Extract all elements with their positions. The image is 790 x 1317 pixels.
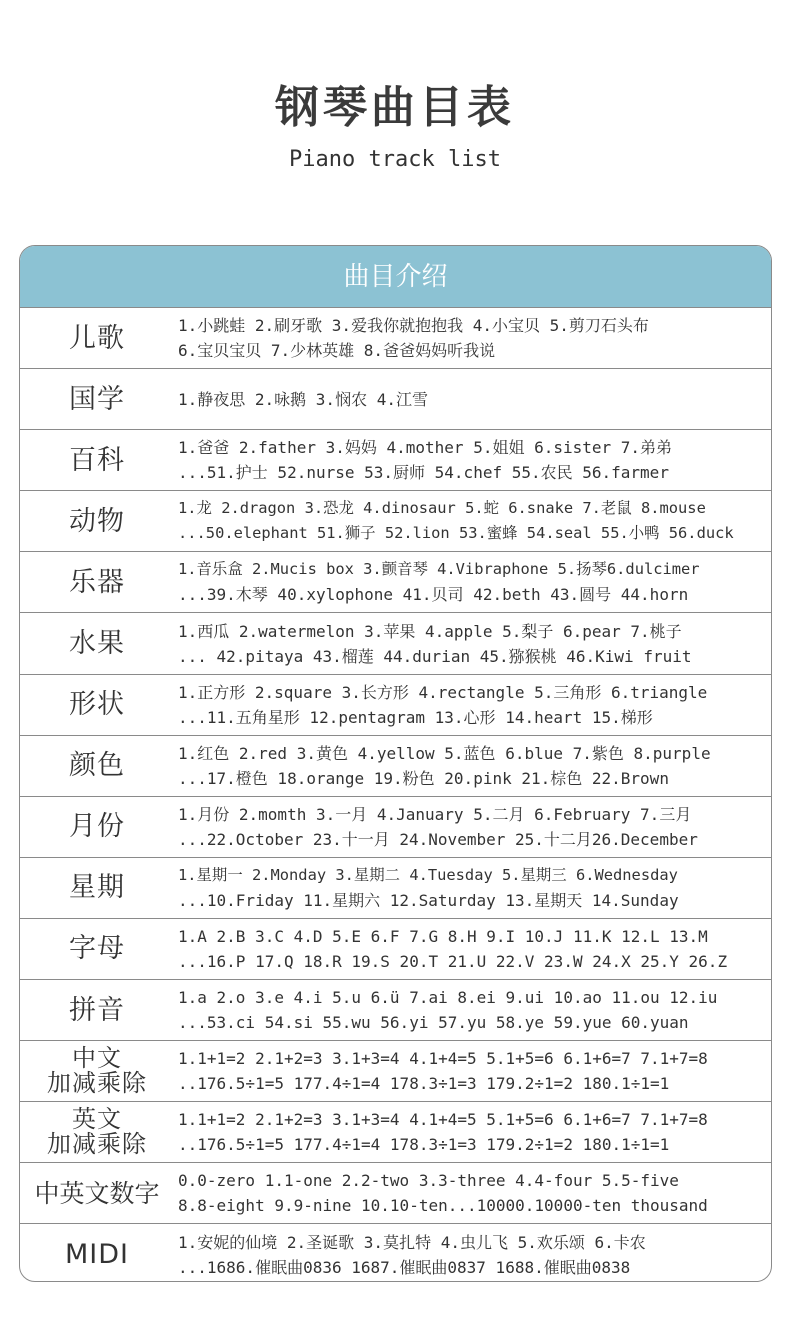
category-label: 动物	[69, 505, 125, 537]
track-items	[174, 797, 771, 857]
table-row-chinese-arithmetic	[20, 1041, 771, 1102]
track-line: ...1686.催眠曲0836 1687.催眠曲0837 1688.催眠曲0838	[178, 1257, 631, 1277]
track-items	[174, 552, 771, 612]
track-items	[174, 736, 771, 796]
table-row-weekdays	[20, 858, 771, 919]
category-label-line: 中文	[72, 1044, 122, 1073]
category-label: 水果	[69, 628, 125, 660]
table-row-animals	[20, 491, 771, 552]
track-list-table	[19, 245, 772, 1282]
category-label: 月份	[69, 811, 125, 843]
category-label: MIDI	[64, 1239, 129, 1271]
track-items	[174, 1102, 771, 1162]
category-label	[20, 1041, 174, 1101]
track-items	[174, 1163, 771, 1223]
track-items	[174, 308, 771, 368]
track-line: 1.小跳蛙 2.刷牙歌 3.爱我你就抱抱我 4.小宝贝 5.剪刀石头布	[178, 316, 649, 336]
category-label: 星期	[69, 872, 125, 904]
track-line: ...53.ci 54.si 55.wu 56.yi 57.yu 58.ye 59.yue 60.yuan	[178, 1013, 689, 1033]
table-header: 曲目介绍	[20, 246, 771, 308]
table-row-english-arithmetic	[20, 1102, 771, 1163]
table-row-fruits	[20, 613, 771, 674]
track-line: ...16.P 17.Q 18.R 19.S 20.T 21.U 22.V 23.W 24.X 25.Y 26.Z	[178, 951, 728, 971]
track-line: 1.月份 2.momth 3.一月 4.January 5.二月 6.February 7.三月	[178, 804, 692, 824]
track-line: 1.龙 2.dragon 3.恐龙 4.dinosaur 5.蛇 6.snake 7.老鼠 8.mouse	[178, 499, 706, 518]
track-line: 1.音乐盒 2.Mucis box 3.颤音琴 4.Vibraphone 5.扬琴6.dulcimer	[178, 560, 700, 579]
table-row-pinyin	[20, 980, 771, 1041]
track-line: 1.西瓜 2.watermelon 3.苹果 4.apple 5.梨子 6.pear 7.桃子	[178, 621, 682, 641]
table-row-colors	[20, 736, 771, 797]
track-items	[174, 980, 771, 1040]
track-items	[174, 675, 771, 735]
category-label: 国学	[69, 383, 125, 415]
track-line: 1.红色 2.red 3.黄色 4.yellow 5.蓝色 6.blue 7.紫色 8.purple	[178, 743, 711, 763]
category-label-line: 加减乘除	[47, 1069, 147, 1098]
track-line: 1.安妮的仙境 2.圣诞歌 3.莫扎特 4.虫儿飞 5.欢乐颂 6.卡农	[178, 1232, 646, 1252]
track-line: 1.静夜思 2.咏鹅 3.悯农 4.江雪	[178, 389, 428, 409]
track-line: ...51.护士 52.nurse 53.厨师 54.chef 55.农民 56.farmer	[178, 463, 669, 483]
table-row-classics	[20, 369, 771, 430]
track-line: 1.1+1=2 2.1+2=3 3.1+3=4 4.1+4=5 5.1+5=6 6.1+6=7 7.1+7=8	[178, 1049, 708, 1069]
table-row-instruments	[20, 552, 771, 613]
table-row-months	[20, 797, 771, 858]
category-label-line: 英文	[72, 1105, 122, 1134]
table-row-letters	[20, 919, 771, 980]
track-line: 1.a 2.o 3.e 4.i 5.u 6.ü 7.ai 8.ei 9.ui 10.ao 11.ou 12.iu	[178, 988, 718, 1008]
track-items	[174, 613, 771, 673]
track-line: ... 42.pitaya 43.榴莲 44.durian 45.猕猴桃 46.Kiwi fruit	[178, 646, 692, 666]
track-line: ..176.5÷1=5 177.4÷1=4 178.3÷1=3 179.2÷1=2 180.1÷1=1	[178, 1074, 670, 1094]
track-line: ...39.木琴 40.xylophone 41.贝司 42.beth 43.圆号 44.horn	[178, 585, 689, 605]
track-line: ...11.五角星形 12.pentagram 13.心形 14.heart 15.梯形	[178, 707, 653, 727]
track-line: 1.正方形 2.square 3.长方形 4.rectangle 5.三角形 6.triangle	[178, 682, 708, 702]
category-label	[20, 1102, 174, 1162]
track-line: 8.8-eight 9.9-nine 10.10-ten...10000.10000-ten thousand	[178, 1196, 708, 1216]
track-line: 6.宝贝宝贝 7.少林英雄 8.爸爸妈妈听我说	[178, 341, 496, 361]
track-line: ...17.橙色 18.orange 19.粉色 20.pink 21.棕色 22.Brown	[178, 768, 669, 788]
track-line: 1.A 2.B 3.C 4.D 5.E 6.F 7.G 8.H 9.I 10.J 11.K 12.L 13.M	[178, 926, 708, 946]
track-line: 1.星期一 2.Monday 3.星期二 4.Tuesday 5.星期三 6.Wednesday	[178, 865, 678, 884]
track-line: 1.1+1=2 2.1+2=3 3.1+3=4 4.1+4=5 5.1+5=6 6.1+6=7 7.1+7=8	[178, 1110, 708, 1130]
category-label: 乐器	[69, 566, 125, 598]
page-title: 钢琴曲目表	[275, 82, 515, 133]
category-label: 颜色	[69, 750, 125, 782]
track-items	[174, 430, 771, 490]
table-row-midi	[20, 1224, 771, 1282]
category-label: 形状	[69, 689, 125, 721]
track-items	[174, 491, 771, 551]
category-label: 拼音	[69, 994, 125, 1026]
track-line: 0.0-zero 1.1-one 2.2-two 3.3-three 4.4-four 5.5-five	[178, 1171, 679, 1191]
table-row-children-songs	[20, 308, 771, 369]
track-line: ...50.elephant 51.狮子 52.lion 53.蜜蜂 54.seal 55.小鸭 56.duck	[178, 524, 734, 543]
table-row-shapes	[20, 675, 771, 736]
track-items	[174, 919, 771, 979]
track-line: ..176.5÷1=5 177.4÷1=4 178.3÷1=3 179.2÷1=2 180.1÷1=1	[178, 1135, 670, 1155]
track-items	[174, 1041, 771, 1101]
track-line: 1.爸爸 2.father 3.妈妈 4.mother 5.姐姐 6.sister 7.弟弟	[178, 438, 673, 458]
category-label: 字母	[69, 933, 125, 965]
category-label: 儿歌	[69, 322, 125, 354]
category-label: 中英文数字	[34, 1178, 160, 1208]
track-items	[174, 858, 771, 918]
track-line: ...22.October 23.十一月 24.November 25.十二月26.December	[178, 829, 698, 849]
track-items	[174, 1224, 771, 1282]
track-items	[174, 369, 771, 429]
track-line: ...10.Friday 11.星期六 12.Saturday 13.星期天 14.Sunday	[178, 890, 679, 910]
page-subtitle: Piano track list	[289, 147, 501, 172]
table-row-encyclopedia	[20, 430, 771, 491]
table-row-numbers	[20, 1163, 771, 1224]
category-label-line: 加减乘除	[47, 1130, 147, 1159]
category-label: 百科	[69, 444, 125, 476]
